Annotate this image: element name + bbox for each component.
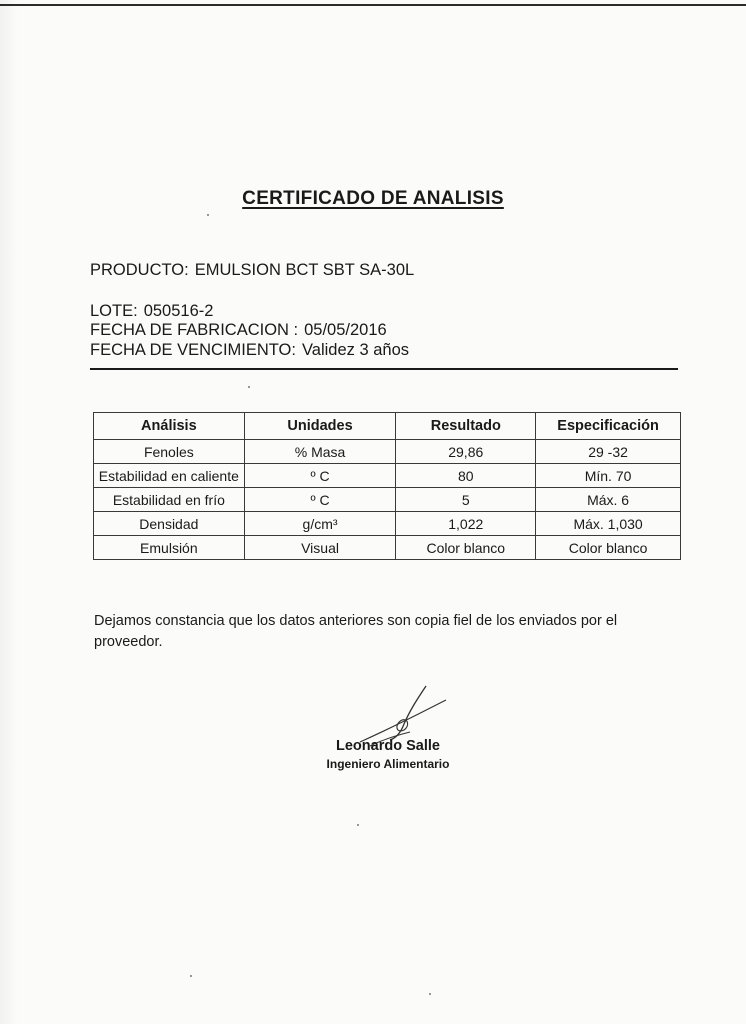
- document-title: CERTIFICADO DE ANALISIS: [242, 188, 504, 209]
- fecha-fabricacion-field: [90, 321, 387, 340]
- table-row: [94, 512, 681, 536]
- header-unidades: Unidades: [244, 413, 396, 440]
- cell-resultado: Color blanco: [396, 536, 536, 560]
- cell-unidades: º C: [244, 488, 396, 512]
- cell-resultado: 1,022: [396, 512, 536, 536]
- producto-value: EMULSION BCT SBT SA-30L: [194, 261, 415, 279]
- cell-resultado: 5: [396, 488, 536, 512]
- table-header-row: [94, 413, 681, 440]
- cell-unidades: º C: [244, 464, 396, 488]
- table-row: [94, 536, 681, 560]
- scan-speck: [207, 214, 209, 216]
- scan-edge-shadow: [0, 0, 18, 1024]
- cell-especificacion: 29 -32: [536, 440, 681, 464]
- lote-value: 050516-2: [143, 302, 214, 320]
- scan-border-line: [0, 4, 746, 6]
- producto-label: PRODUCTO:: [90, 261, 189, 279]
- lote-label: LOTE:: [90, 302, 138, 320]
- cell-analisis: Emulsión: [94, 536, 245, 560]
- fecha-fabricacion-label: FECHA DE FABRICACION :: [90, 321, 299, 339]
- signer-name: Leonardo Salle: [336, 738, 440, 754]
- header-divider: [90, 368, 678, 370]
- signer-role: Ingeniero Alimentario: [326, 757, 450, 771]
- scan-speck: [429, 993, 431, 995]
- cell-especificacion: Máx. 6: [536, 488, 681, 512]
- fecha-vencimiento-value: Validez 3 años: [301, 341, 410, 359]
- header-analisis: Análisis: [94, 413, 245, 440]
- fecha-fabricacion-value: 05/05/2016: [304, 321, 387, 339]
- table-row: [94, 464, 681, 488]
- lote-field: [90, 302, 213, 321]
- producto-field: [90, 261, 414, 280]
- scan-speck: [248, 386, 250, 388]
- cell-analisis: Estabilidad en caliente: [94, 464, 245, 488]
- analysis-table: [93, 412, 681, 560]
- cell-unidades: Visual: [244, 536, 396, 560]
- header-resultado: Resultado: [396, 413, 536, 440]
- cell-resultado: 80: [396, 464, 536, 488]
- statement-text: Dejamos constancia que los datos anteriores son copia fiel de los enviados por el proveedor.: [94, 613, 618, 650]
- cell-unidades: % Masa: [244, 440, 396, 464]
- cell-especificacion: Máx. 1,030: [536, 512, 681, 536]
- table-row: [94, 488, 681, 512]
- cell-unidades: g/cm³: [244, 512, 396, 536]
- cell-analisis: Estabilidad en frío: [94, 488, 245, 512]
- scan-speck: [357, 824, 359, 826]
- cell-especificacion: Mín. 70: [536, 464, 681, 488]
- table-row: [94, 440, 681, 464]
- cell-analisis: Fenoles: [94, 440, 245, 464]
- fecha-vencimiento-field: [90, 341, 409, 360]
- cell-resultado: 29,86: [396, 440, 536, 464]
- fecha-vencimiento-label: FECHA DE VENCIMIENTO:: [90, 341, 296, 359]
- scan-speck: [190, 975, 192, 977]
- cell-especificacion: Color blanco: [536, 536, 681, 560]
- header-especificacion: Especificación: [536, 413, 681, 440]
- cell-analisis: Densidad: [94, 512, 245, 536]
